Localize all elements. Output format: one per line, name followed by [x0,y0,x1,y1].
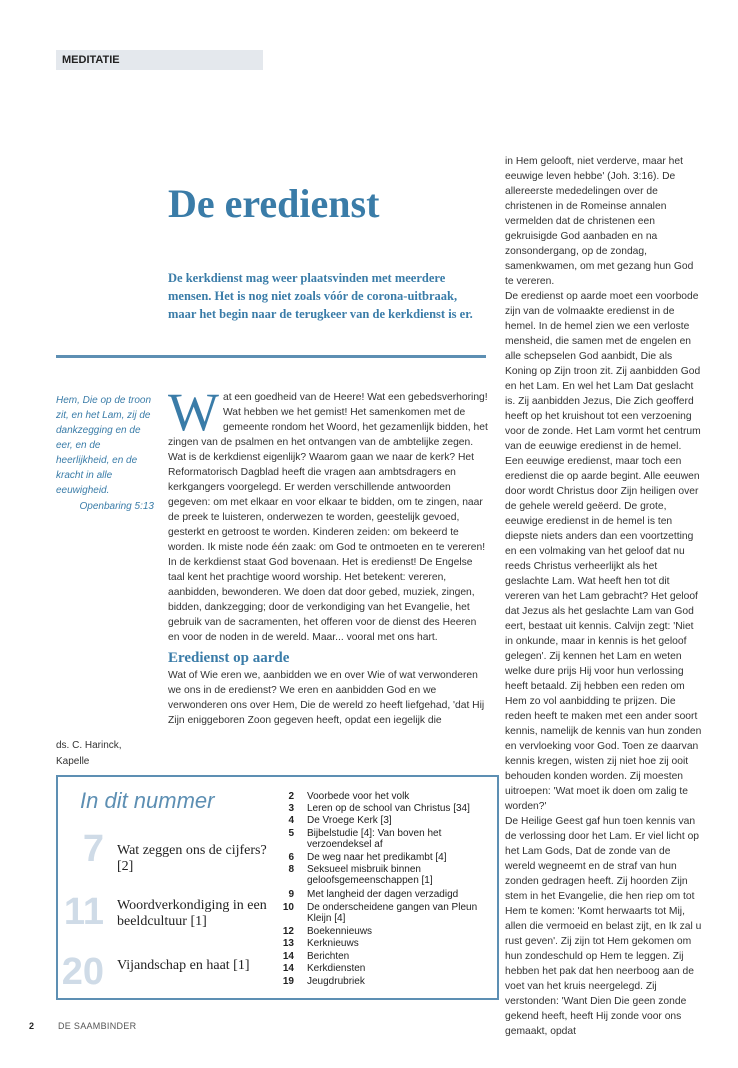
body-paragraph-1 [168,382,490,450]
feature-number: 20 [61,951,104,993]
feature-title[interactable]: Wat zeggen ons de cijfers? [2] [117,843,267,874]
feature-title[interactable]: Vijandschap en haat [1] [117,958,250,973]
right-paragraph-1: in Hem gelooft, niet verderve, maar het eeuwige leven hebbe' (Joh. 3:16). De allereerste mededelingen over de christenen in de Romeinse annalen vermelden dat de christenen een gekruisigde God aanbaden en na zonsondergang, op de zondag, samenkwamen, om met gezang hun God te vereren. [505,156,694,287]
author-place: Kapelle [56,756,90,767]
article-lead: De kerkdienst mag weer plaatsvinden met meerdere mensen. Het is nog niet zoals vóór de corona-uitbraak, maar het begin naar de terugkeer van de kerkdienst is er. [168,271,473,321]
feature-number: 11 [63,891,104,933]
toc-item-title: Kerknieuws [307,938,359,949]
right-paragraph-2: De eredienst op aarde moet een voorbode zijn van de volmaakte eredienst in de hemel. In de hemel zien we een verloste mensheid, die samen met de engelen en alle schepselen God aanbidt, Die als Koning op Zijn troon zit. Zij aanbidden God en het Lam. En wel het Lam Dat geslacht is. Zij aanbidden Jezus, Die Zich geofferd heeft op het kruishout tot een verzoening voor de zonde. Het Lam vormt het centrum van de eeuwige eredienst in de hemel. [505,291,701,452]
quote-text: Hem, Die op de troon zit, en het Lam, zij de dankzegging en de eer, en de heerlijkheid, en de kracht in alle eeuwigheid. [56,395,152,496]
toc-item-number: 5 [288,828,294,839]
toc-item-title: De weg naar het predikambt [4] [307,852,447,863]
body-paragraph-3: In de kerkdienst staat God bovenaan. Het is eredienst! De Engelse taal kent het prachtige woord worship. Het betekent: vereren, aanbidden, bewonderen. We doen dat door gebed, muziek, zingen, bidden, dankzegging; door de verkondiging van het Evangelie, het gebruik van de sacramenten, het offeren voor de dienst des Heeren en voor de noden in de wereld. Maar... vooral met ons hart. [168,557,477,643]
toc-item-number: 9 [288,889,294,900]
article-title: De eredienst [168,181,380,226]
right-column [505,154,703,1039]
toc-item-title: Voorbede voor het volk [307,791,410,802]
scripture-quote [56,393,154,514]
toc-item-number: 8 [288,864,294,875]
toc-item-number: 6 [288,852,294,863]
page-number: 2 [29,1021,35,1031]
toc-item-title: Seksueel misbruik binnen geloofsgemeenschappen [1] [307,864,433,886]
body-paragraph-2: Wat is de kerkdienst eigenlijk? Waarom gaan we naar de kerk? Het Reformatorisch Dagblad heeft die vragen aan ambtsdragers en kerkgangers voorgelegd. Er werden verschillende antwoorden gegeven: om met elkaar en voor elkaar te bidden, om te zingen, naar de preek te luisteren, onderwezen te worden, geestelijk gevoed, gesterkt en getroost te worden. Kinderen zeiden: om bekeerd te worden. Ik miste node één zaak: om God te ontmoeten en te vereren! [168,452,486,553]
toc-item-number: 2 [288,791,294,802]
toc-item-title: Met langheid der dagen verzadigd [307,889,459,900]
quote-reference: Openbaring 5:13 [79,501,154,512]
toc-item-number: 19 [282,976,294,987]
author-credit [56,738,156,770]
drop-cap: W [168,382,219,442]
body-paragraph-4: Wat of Wie eren we, aanbidden we en over Wie of wat verwonderen we ons in de eredienst? We eren en aanbidden God en we verwonderen ons over Hem, Die de wereld zo heeft liefgehad, 'dat Hij Zijn eniggeboren Zoon gegeven heeft, opdat een iegelijk die [168,670,485,726]
toc-item-number: 14 [282,951,294,962]
subheading: Eredienst op aarde [168,650,290,666]
toc-item-title: Bijbelstudie [4]: Van boven het verzoendeksel af [307,828,442,850]
body-paragraph-1-text: at een goedheid van de Heere! Wat een gebedsverhoring! Wat hebben we het gemist! Het samenkomen met de gemeente rondom het Woord, het gezamenlijk bidden, het zingen van de psalmen en het ontvangen van de ambtelijke zegen. [168,392,488,448]
feature-title[interactable]: Woordverkondiging in een beeldcultuur [1] [117,898,267,929]
body-column [168,382,490,728]
toc-item-title: Kerkdiensten [307,963,366,974]
toc-item-number: 3 [288,803,294,814]
toc-item-number: 12 [282,926,294,937]
toc-title: In dit nummer [80,788,215,813]
author-name: ds. C. Harinck, [56,740,122,751]
toc-item-title: Leren op de school van Christus [34] [307,803,470,814]
divider-rule [56,355,486,358]
toc-item-number: 4 [288,815,294,826]
right-paragraph-4: De Heilige Geest gaf hun toen kennis van de verlossing door het Lam. Er viel licht op het Lam Gods, Dat de zonde van de wereld wegneemt en de straf van hun zonden gedragen heeft. Zij hoorden Zijn stem in het Evangelie, die hen riep om tot Hem te komen: 'Komt herwaarts tot Mij, allen die vermoeid en belast zijt, en Ik zal u rust geven'. Zij zijn tot Hem gekomen om hun zondeschuld op Hem te leggen. Zij hebben het pak dat hen neerboog aan de voet van het kruis neergelegd. Zij verstonden: 'Want Dien Die geen zonde gekend heeft, heeft Hij zonde voor ons gemaakt, opdat [505,816,702,1037]
toc-item-title: De onderscheidene gangen van Pleun Kleijn [4] [307,902,478,924]
toc-item-number: 14 [282,963,294,974]
toc-item-title: Jeugdrubriek [307,976,365,987]
section-label: MEDITATIE [56,50,263,70]
magazine-name: DE SAAMBINDER [58,1021,137,1031]
right-paragraph-3: Een eeuwige eredienst, maar toch een eredienst die op aarde begint. Alle eeuwen door wordt Christus door Zijn heiligen over de gehele wereld geëerd. De grote, eeuwige eredienst in de hemel is ten diepste niets anders dan een voortzetting en een volmaking van het geloof dat nu reeds Christus verheerlijkt als het geslachte Lam. Wat heeft hen tot dit vereren van het Lam gebracht? Het geloof dat Jezus als het geslachte Lam van God eert, bestaat uit kennis. Calvijn zegt: 'Niet in onkunde, maar in kennis is het geloof gelegen'. Zij kennen het Lam en weten welke dure prijs Hij voor hun verlossing heeft betaald. Zij hebben een reden om Hem zo vol aanbidding te prijzen. Die reden heeft te maken met een ander soort kennis, namelijk de kennis van hun zonden en vervloeking voor God. Toen ze daarvan kennis kregen, wisten zij niet hoe zij ooit behouden konden worden. Zij moesten uitroepen: 'Wat moet ik doen om zalig te worden?' [505,456,702,812]
toc-item-title: Boekennieuws [307,926,373,937]
toc-item-number: 13 [282,938,294,949]
feature-number: 7 [82,828,104,870]
toc-item-title: De Vroege Kerk [3] [307,815,392,826]
toc-item-number: 10 [282,902,294,913]
toc-item-title: Berichten [307,951,350,962]
